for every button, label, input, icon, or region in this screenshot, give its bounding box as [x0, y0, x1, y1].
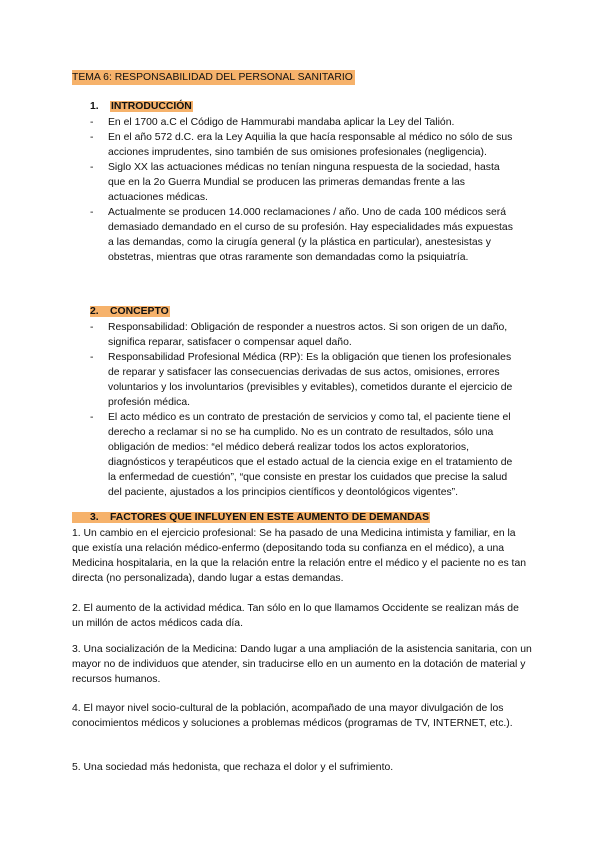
concept-list	[90, 320, 515, 500]
document-title: TEMA 6: RESPONSABILIDAD DEL PERSONAL SANITARIO	[72, 72, 353, 83]
section-title: FACTORES QUE INFLUYEN EN ESTE AUMENTO DE DEMANDAS	[110, 512, 430, 523]
section-number: 1.	[90, 101, 99, 112]
factor-paragraph: 1. Un cambio en el ejercicio profesional: Se ha pasado de una Medicina intimista y familiar, en la que existía una relación médico-enfermo (depositando toda su confianza en el médico), a una Medicina hospitalaria, en la que la relación entre la relación entre el médico y el paciente no es tan directa (no personalizada), dando lugar a estas demandas.	[72, 528, 526, 584]
factor-paragraph: 4. El mayor nivel socio-cultural de la población, acompañado de una mayor divulgación de los conocimientos médicos y soluciones a problemas médicos (programas de TV, INTERNET, etc.).	[72, 703, 513, 729]
factor-paragraph: 5. Una sociedad más hedonista, que rechaza el dolor y el sufrimiento.	[72, 762, 394, 773]
factor-paragraph: 2. El aumento de la actividad médica. Tan sólo en lo que llamamos Occidente se realizan más de un millón de actos médicos cada día.	[72, 603, 519, 629]
list-item: - Responsabilidad Profesional Médica (RP): Es la obligación que tienen los profesionales de reparar y satisfacer las consecuencias derivadas de sus actos, omisiones, errores voluntarios y los involuntarios (previsibles y evitables), cometidos durante el ejercicio de profesión médica.	[90, 352, 513, 408]
list-item: - Siglo XX las actuaciones médicas no tenían ninguna respuesta de la sociedad, hasta que en la 2o Guerra Mundial se producen las primeras demandas frente a las actuaciones médicas.	[90, 162, 500, 203]
section-title: INTRODUCCIÓN	[111, 101, 192, 112]
factor-paragraph: 3. Una socialización de la Medicina: Dando lugar a una ampliación de la asistencia sanitaria, con un mayor no de individuos que atender, sin traducirse ello en un aumento en la dotación de material y recursos humanos.	[72, 644, 532, 685]
section-heading-factores	[72, 510, 430, 525]
section-heading-concepto	[90, 304, 170, 319]
section-heading-introduccion	[90, 99, 193, 114]
list-item: - En el año 572 d.C. era la Ley Aquilia la que hacía responsable al médico no sólo de sus acciones imprudentes, sino también de sus omisiones profesionales (negligencia).	[90, 132, 513, 158]
section-number: 3.	[90, 512, 99, 523]
list-item: - Actualmente se producen 14.000 reclamaciones / año. Uno de cada 100 médicos será demasiado demandado en el curso de su profesión. Hay especialidades más expuestas a las demandas, como la cirugía general (y la plástica en particular), anestesistas y obstetras, mientras que otras raramente son demandadas como la psiquiatría.	[90, 207, 513, 263]
section-number: 2.	[90, 306, 99, 317]
intro-list	[90, 115, 515, 265]
list-item: - Responsabilidad: Obligación de responder a nuestros actos. Si son origen de un daño, significa reparar, satisfacer o compensar aquel daño.	[90, 322, 508, 348]
section-title: CONCEPTO	[110, 306, 169, 317]
list-item: - El acto médico es un contrato de prestación de servicios y como tal, el paciente tiene el derecho a reclamar si no se ha cumplido. No es un contrato de resultados, sólo una obligación de medios: “el médico deberá realizar todos los actos exploratorios, diagnósticos y terapéuticos que el estado actual de la ciencia exige en el tratamiento de la enfermedad de cuestión”, “que consiste en prestar los cuidados que precise la salud del paciente, ajustados a los principios científicos y deontológicos vigentes”.	[90, 412, 513, 498]
list-item: - En el 1700 a.C el Código de Hammurabi mandaba aplicar la Ley del Talión.	[90, 117, 455, 128]
